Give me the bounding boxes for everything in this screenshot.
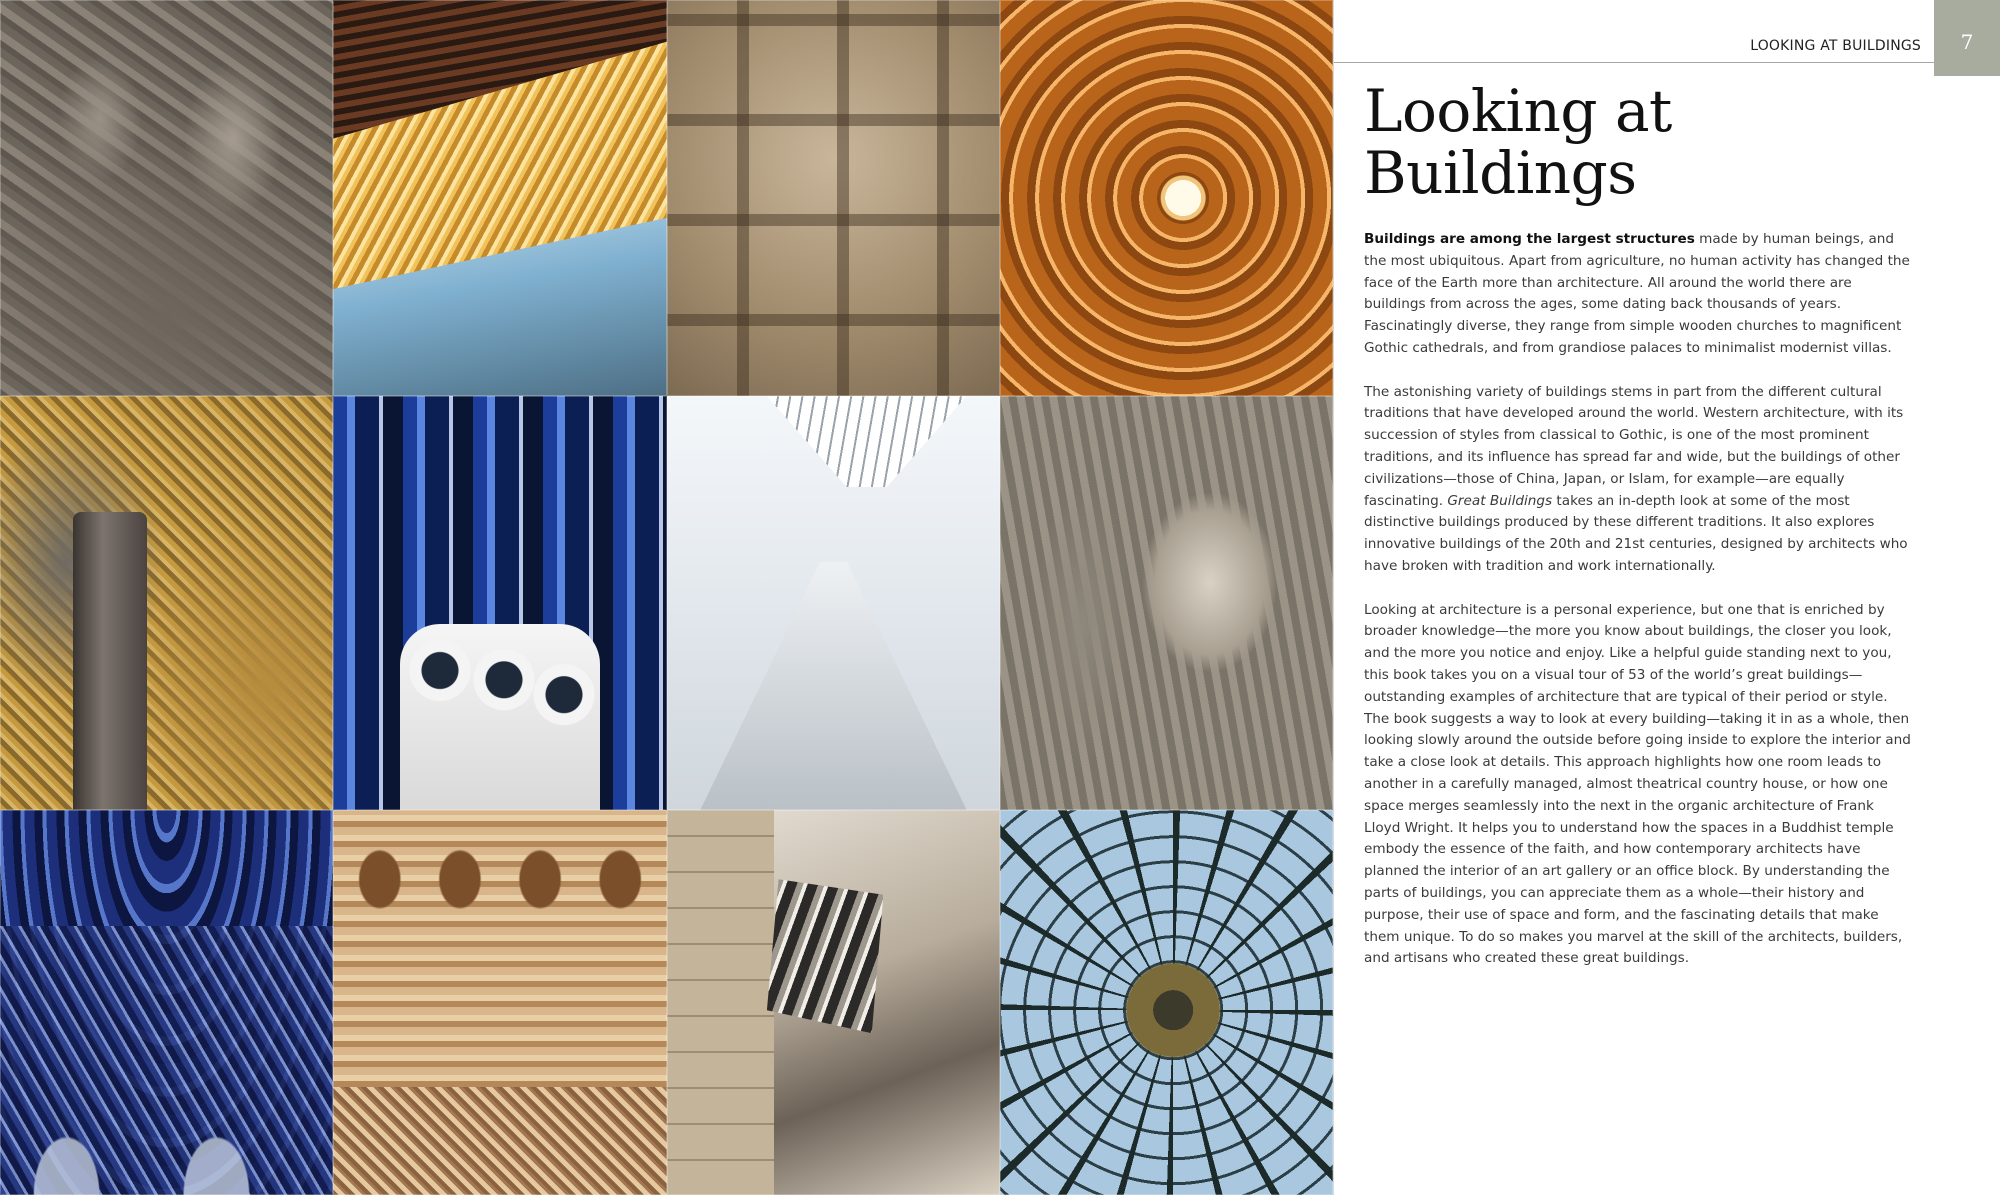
photo-glass-dome-ceiling [1000,810,1333,1195]
section-title: LOOKING AT BUILDINGS [1750,38,1921,54]
photo-titanium-curved-wall [667,810,1000,1195]
book-title-italic: Great Buildings [1447,492,1553,509]
roof-underside-shape [333,0,667,139]
column-shape [73,512,146,810]
paragraph-2 [1364,382,1912,578]
arch-pattern-shape [0,926,333,1195]
white-vent-ducts-shape [400,624,600,810]
roof-sky-shape [333,218,667,396]
page-title-line-2: Buildings [1364,139,1637,207]
skylight-shape [767,396,967,487]
page-number: 7 [1960,30,1974,54]
photo-blue-tiled-arches [0,810,333,1195]
angled-window-shape [767,879,884,1033]
photo-coffered-dome [667,0,1000,396]
photo-gothic-statue [1000,396,1333,810]
photo-carved-stone-relief [0,0,333,396]
photo-islamic-stucco-carving [333,810,667,1195]
photo-byzantine-column-mosaic [0,396,333,810]
paragraph-3: Looking at architecture is a personal experience, but one that is enriched by broader knowledge—the more you know about buildings, the closer you look, and the more you notice and enjoy. Like a helpful guide standing next to you, this book takes you on a visual tour of 53 of the world’s great buildings—outstanding examples of architecture that are typical of their period or style. The book suggests a way to look at every building—taking it in as a whole, then looking slowly around the outside before going inside to explore the interior and take a close look at details. This approach highlights how one room leads to another in a carefully managed, almost theatrical country house, or how one space merges seamlessly into the next in the organic architecture of Frank Lloyd Wright. It helps you to understand how the spaces in a Buddhist temple embody the essence of the faith, and how contemporary architects have planned the interior of an art gallery or an office block. By understanding the parts of buildings, you can appreciate them as a whole—their history and purpose, their use of space and form, and the fascinating details that make them unique. To do so makes you marvel at the skill of the architects, builders, and artisans who created these great buildings. [1364,601,1911,967]
stone-tiles-shape [667,810,774,1195]
photo-curved-timber-roof [333,0,667,396]
arabesque-band-shape [333,1087,667,1195]
paragraph-2-text-after: takes an in-depth look at some of the most distinctive buildings produced by these different traditions. It also explores innovative buildings of the 20th and 21st centuries, designed by architects who have broken with tradition and work internationally. [1364,492,1908,574]
photo-blue-pipes-facade [333,396,667,810]
page-number-tab [1934,0,2000,76]
page-title [1364,77,1884,207]
photo-golden-atrium-dome [1000,0,1333,396]
ramp-shape [700,562,966,810]
body-text [1364,229,1912,992]
photo-white-gallery-ramp [667,396,1000,810]
text-page [1333,0,2000,1195]
paragraph-1-lead-in: Buildings are among the largest structures [1364,231,1695,247]
page-title-line-1: Looking at [1364,77,1672,145]
paragraph-1-text: made by human beings, and the most ubiquitous. Apart from agriculture, no human activity has changed the face of the Earth more than architecture. All around the world there are buildings from across the ages, some dating back thousands of years. Fascinatingly diverse, they range from simple wooden churches to magnificent Gothic cathedrals, and from grandiose palaces to minimalist modernist villas. [1364,231,1910,356]
paragraph-2-text-before: The astonishing variety of buildings stems in part from the different cultural traditions that have developed around the world. Western architecture, with its succession of styles from classical to Gothic, is one of the most prominent traditions, and its influence has spread far and wide, but the buildings of other civilizations—those of China, Japan, or Islam, for example—are equally fascinating. [1364,383,1904,509]
paragraph-1 [1364,229,1912,360]
running-head [1334,0,2000,63]
